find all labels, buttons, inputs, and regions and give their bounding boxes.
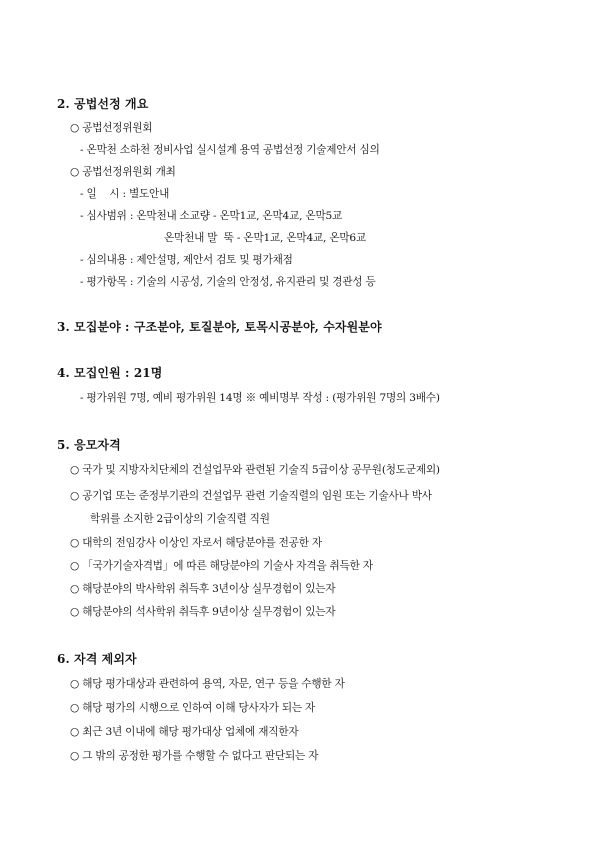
section-4-heading: 4. 모집인원 : 21명 xyxy=(57,366,163,380)
qualification-item: ○ 국가 및 지방자치단체의 건설업무와 관련된 기술직 5급이상 공무원(청도군제외) xyxy=(70,464,440,476)
section-2-heading: 2. 공법선정 개요 xyxy=(57,97,149,111)
exclusion-item: ○ 해당 평가대상과 관련하여 용역, 자문, 연구 등을 수행한 자 xyxy=(70,678,345,690)
qualification-item: ○ 「국가기술자격법」에 따른 해당분야의 기술사 자격을 취득한 자 xyxy=(70,560,373,572)
review-scope-line: - 심사범위 : 온막천내 소교량 - 온막1교, 온막4교, 온막5교 xyxy=(80,210,343,222)
exclusion-item: ○ 해당 평가의 시행으로 인하여 이해 당사자가 되는 자 xyxy=(70,702,316,714)
recruit-count-detail: - 평가위원 7명, 예비 평가위원 14명 ※ 예비명부 작성 : (평가위원 7명의 3배수) xyxy=(80,392,440,404)
committee-description: - 온막천 소하천 정비사업 실시설계 용역 공법선정 기술제안서 심의 xyxy=(80,144,380,156)
qualification-item: ○ 해당분야의 박사학위 취득후 3년이상 실무경험이 있는자 xyxy=(70,583,336,595)
qualification-item-continued: 학위를 소지한 2급이상의 기술직렬 직원 xyxy=(90,513,270,525)
qualification-item: ○ 대학의 전임강사 이상인 자로서 해당분야를 전공한 자 xyxy=(70,537,322,549)
committee-meeting-item: ○ 공법선정위원회 개최 xyxy=(70,166,176,178)
exclusion-item: ○ 최근 3년 이내에 해당 평가대상 업체에 재직한자 xyxy=(70,726,299,738)
section-5-heading: 5. 응모자격 xyxy=(57,438,121,452)
exclusion-item: ○ 그 밖의 공정한 평가를 수행할 수 없다고 판단되는 자 xyxy=(70,750,319,762)
qualification-item: ○ 해당분야의 석사학위 취득후 9년이상 실무경험이 있는자 xyxy=(70,606,336,618)
meeting-date-line: - 일 시 : 별도안내 xyxy=(80,188,170,200)
evaluation-items-line: - 평가항목 : 기술의 시공성, 기술의 안정성, 유지관리 및 경관성 등 xyxy=(80,276,376,288)
qualification-item: ○ 공기업 또는 준정부기관의 건설업무 관련 기술직렬의 임원 또는 기술사나 박사 xyxy=(70,490,432,502)
review-content-line: - 심의내용 : 제안설명, 제안서 검토 및 평가채점 xyxy=(80,254,293,266)
section-6-heading: 6. 자격 제외자 xyxy=(57,652,137,666)
section-3-heading: 3. 모집분야 : 구조분야, 토질분야, 토목시공분야, 수자원분야 xyxy=(57,320,382,334)
committee-item: ○ 공법선정위원회 xyxy=(70,122,153,134)
review-scope-continued: 온막천내 말 뚝 - 온막1교, 온막4교, 온막6교 xyxy=(164,232,367,244)
